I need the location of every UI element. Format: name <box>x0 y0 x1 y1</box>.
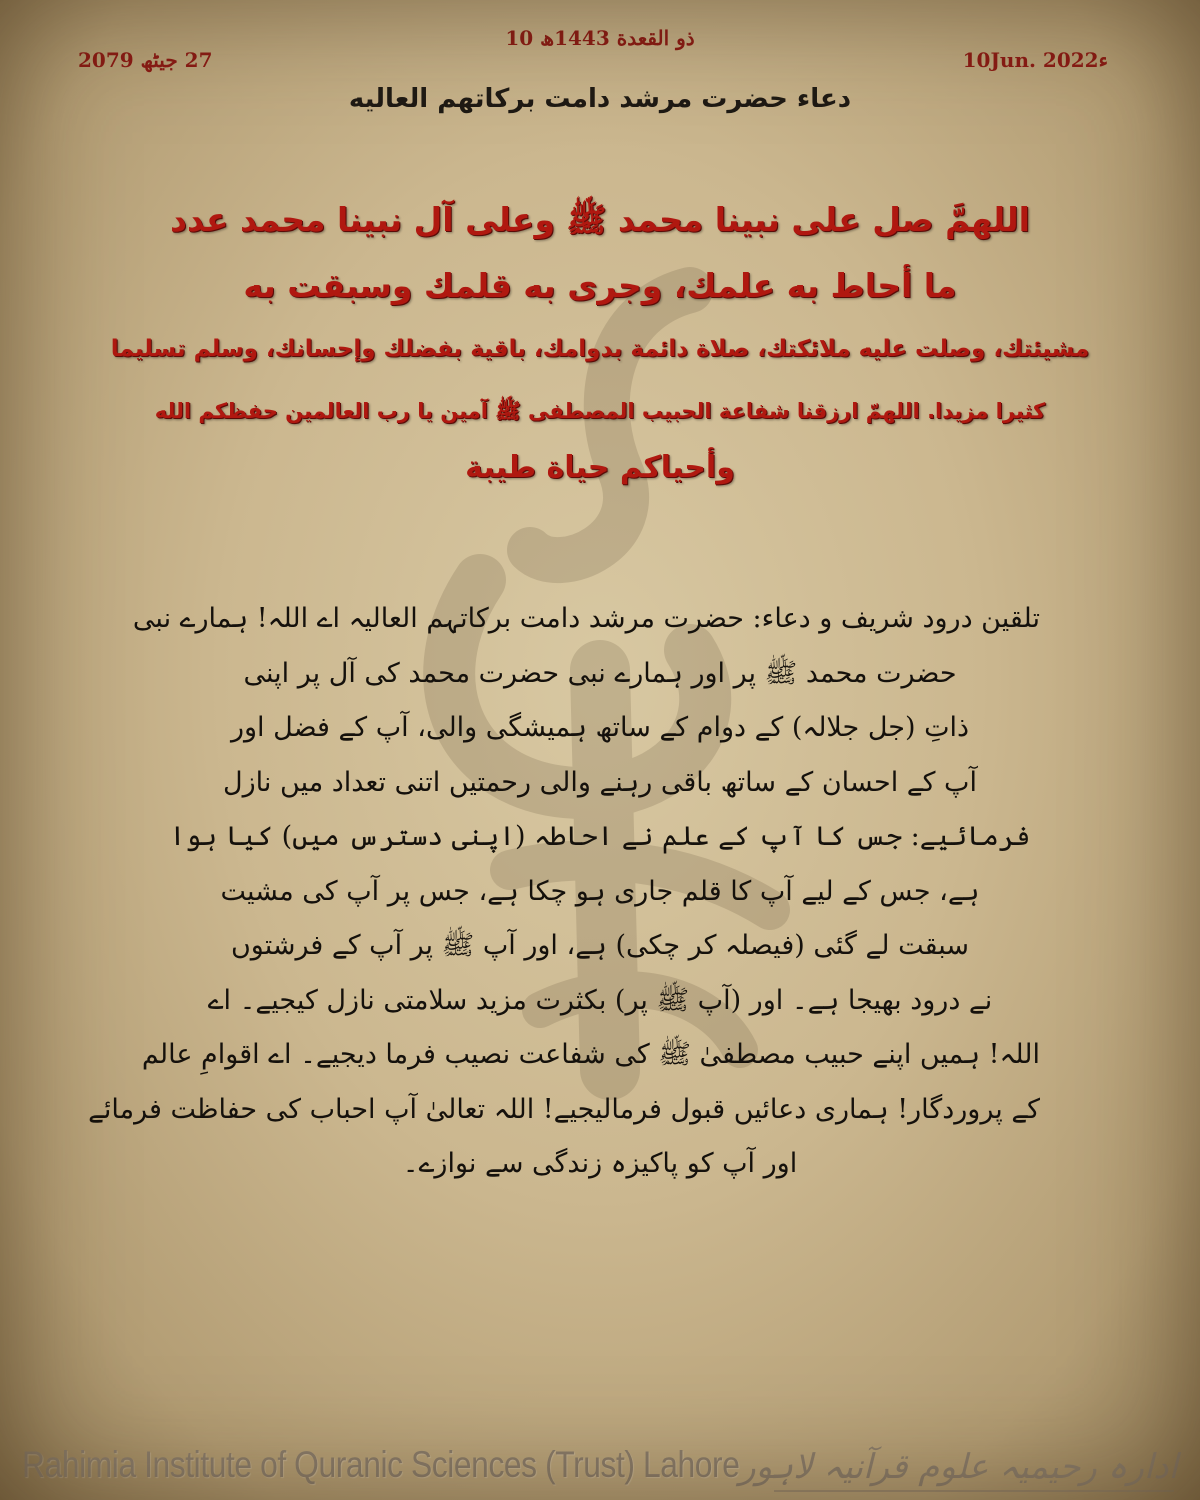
urdu-line: ہے، جس کے لیے آپ کا قلم جاری ہو چکا ہے، جس پر آپ کی مشیت <box>220 875 980 907</box>
urdu-line: کے پروردگار! ہماری دعائیں قبول فرمالیجیے! اللہ تعالیٰ آپ احباب کی حفاظت فرمائے <box>88 1093 1040 1125</box>
page-title: دعاء حضرت مرشد دامت برکاتهم العالیه <box>348 84 852 114</box>
urdu-line: حضرت محمد ﷺ پر اور ہمارے نبی حضرت محمد کی آل پر اپنی <box>243 657 957 689</box>
urdu-line: فرمائیے: جس کا آپ کے علم نے احاطہ (اپنی دسترس میں) کیا ہوا <box>169 821 1031 852</box>
urdu-line: اور آپ کو پاکیزہ زندگی سے نوازے۔ <box>402 1148 798 1179</box>
urdu-line: آپ کے احسان کے ساتھ باقی رہنے والی رحمتیں اتنی تعداد میں نازل <box>223 766 977 798</box>
hijri-date: 10 ذو القعدة 1443ھ <box>505 26 695 50</box>
footer <box>0 1444 1200 1500</box>
urdu-line: اللہ! ہمیں اپنے حبیب مصطفیٰ ﷺ کی شفاعت نصیب فرما دیجیے۔ اے اقوامِ عالم <box>141 1039 1040 1070</box>
urdu-line: نے درود بھیجا ہے۔ اور (آپ ﷺ پر) بکثرت مزید سلامتی نازل کیجیے۔ اے <box>207 984 993 1016</box>
urdu-translation <box>88 592 1040 1192</box>
urdu-line: تلقین درود شریف و دعاء: حضرت مرشد دامت برکاتہم العالیہ اے اللہ! ہمارے نبی <box>132 603 1040 634</box>
urdu-line: ذاتِ (جل جلالہ) کے دوام کے ساتھ ہمیشگی والی، آپ کے فضل اور <box>230 712 970 743</box>
institute-name-urdu: ادارہ رحیمیہ علوم قرآنیہ لاہور <box>739 1447 1178 1487</box>
gregorian-date: 10Jun. 2022ء <box>962 48 1108 72</box>
arabic-dua-line-5: وأحياكم حياة طيبة <box>465 450 735 485</box>
footer-divider <box>774 1490 1174 1492</box>
arabic-dua-line-3: مشيئتك، وصلت عليه ملائكتك، صلاة دائمة بدوامك، باقية بفضلك وإحسانك، وسلم تسليما <box>110 336 1090 362</box>
urdu-line: سبقت لے گئی (فیصلہ کر چکی) ہے، اور آپ ﷺ پر آپ کے فرشتوں <box>230 930 970 961</box>
arabic-dua-line-4: كثيرا مزيدا. اللهمّ ارزقنا شفاعة الحبيب المصطفى ﷺ آمين يا رب العالمين حفظكم الله <box>154 399 1046 423</box>
bikrami-date: 27 جیٹھ 2079 <box>78 48 213 72</box>
institute-name-english: Rahimia Institute of Quranic Sciences (Trust) Lahore <box>22 1444 740 1485</box>
arabic-dua-line-1: اللهمَّ صل على نبينا محمد ﷺ وعلى آل نبينا محمد عدد <box>170 200 1030 239</box>
arabic-dua-line-2: ما أحاط به علمك، وجرى به قلمك وسبقت به <box>243 266 957 305</box>
